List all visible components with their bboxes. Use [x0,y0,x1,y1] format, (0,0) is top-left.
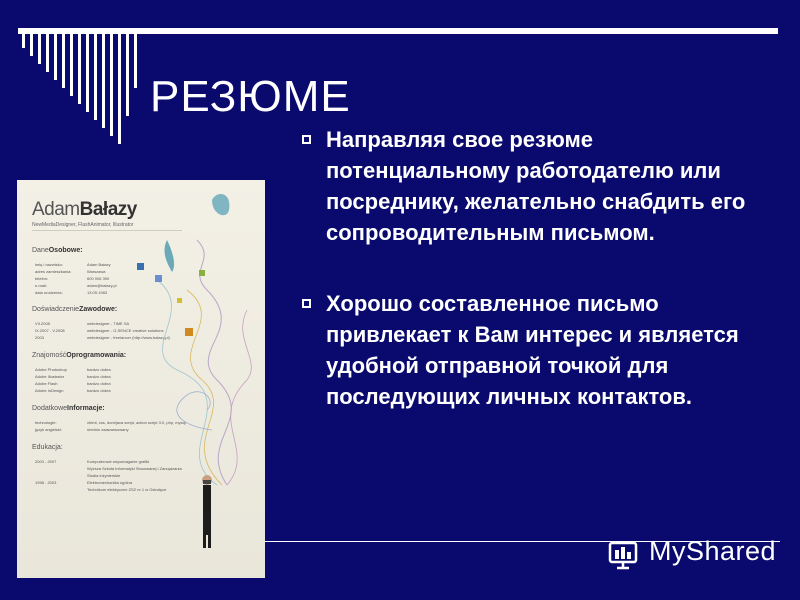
resume-section-title: DaneOsobowe: [32,247,83,254]
resume-value: 13.09.1983 [87,290,108,295]
resume-value: adam@balazy.pl [87,283,117,288]
bullet-text: Хорошо составленное письмо привлекает к Вам интерес и является удобной отправной точкой для последующих личных контактов. [326,291,739,409]
square-bullet-icon [302,135,311,144]
resume-value: Wyższa Szkoła Informatyki Stosowanej i Zarządzania [87,466,182,471]
leaf-shape [165,240,175,272]
app-icon [137,263,144,270]
resume-label: Adobe Illustrator [35,374,65,379]
resume-label: język angielski: [35,427,62,432]
resume-label: VII.2008 [35,321,50,326]
resume-label: adres zamieszkania: [35,269,72,274]
bullet-list [302,124,772,412]
resume-value: Elektromechanika ogólna [87,480,132,485]
app-icon [155,275,162,282]
presentation-board-icon [607,537,641,571]
resume-value: Studia inżynierskie [87,473,121,478]
resume-label: imię i nazwisko: [35,262,64,267]
figure-leg [203,530,206,548]
resume-value: webdesigner - freelancer (http://www.balazy.pl) [87,335,170,340]
resume-value: bardzo dobra [87,367,111,372]
resume-value: Warszawa [87,269,106,274]
resume-label: telefon: [35,276,49,281]
resume-section-title: ZnajomośćOprogramowania: [32,352,127,359]
bullet-item [302,288,772,412]
swirl-line [157,280,217,485]
swirl-line [177,392,212,430]
resume-label: 2003 - 2007 [35,459,57,464]
figure-hat [203,480,211,484]
resume-label: e-mail: [35,283,48,288]
resume-value: średnio zaawansowany [87,427,129,432]
slide-title: РЕЗЮМЕ [150,72,351,121]
top-decorative-line [18,28,778,34]
resume-value: Komputerowe wspomaganie grafiki [87,459,150,464]
resume-value: Adam Bałazy [87,262,111,267]
resume-value: 600 906 390 [87,276,110,281]
resume-label: 2003 [35,335,44,340]
resume-name: AdamBałazy [32,199,137,220]
myshared-logo [605,533,785,573]
resume-value: bardzo dobra [87,381,111,386]
resume-section-title: DodatkoweInformacje: [32,405,105,412]
resume-label: 1998 - 2003 [35,480,57,485]
resume-value: webdesigner - TIME SA [87,321,130,326]
resume-label: IX.2007 - V.2008 [35,328,65,333]
app-icon [185,328,193,336]
resume-image [17,180,265,578]
resume-value: bardzo dobra [87,374,111,379]
resume-label: data urodzenia: [35,290,63,295]
swirl-line [197,240,231,485]
bullet-text: Направляя свое резюме потенциальному работодателю или посреднику, желательно снабдить его сопроводительным письмом. [326,127,746,245]
resume-section-title: DoświadczenieZawodowe: [32,306,118,313]
resume-label: Adobe Flash [35,381,58,386]
figure-leg [208,530,211,548]
figure-body [203,485,211,535]
square-bullet-icon [302,299,311,308]
resume-value: xhtml, css, dom/java script, action script 3.0, php, mysql [87,420,186,425]
resume-label: Adobe InDesign [35,388,64,393]
bullet-item [302,124,772,248]
swirl-line [227,310,251,485]
leaf-shape [212,194,229,215]
myshared-text: MyShared [649,536,777,566]
resume-section-title: Edukacja: [32,444,63,451]
resume-illustration [17,180,265,578]
resume-subtitle: NewMediaDesigner, FlashAnimator, Illustrator [32,222,134,228]
app-icon [177,298,182,303]
resume-label: technologie: [35,420,57,425]
app-icon [199,270,205,276]
resume-label: Adobe Photoshop [35,367,67,372]
swirl-line [187,290,222,485]
resume-value: Technikum elektryczne ZSZ nr 1 w Ostrołęce [87,487,167,492]
resume-value: webdesigner - G-SENCE creative solutions [87,328,164,333]
resume-value: bardzo dobra [87,388,111,393]
